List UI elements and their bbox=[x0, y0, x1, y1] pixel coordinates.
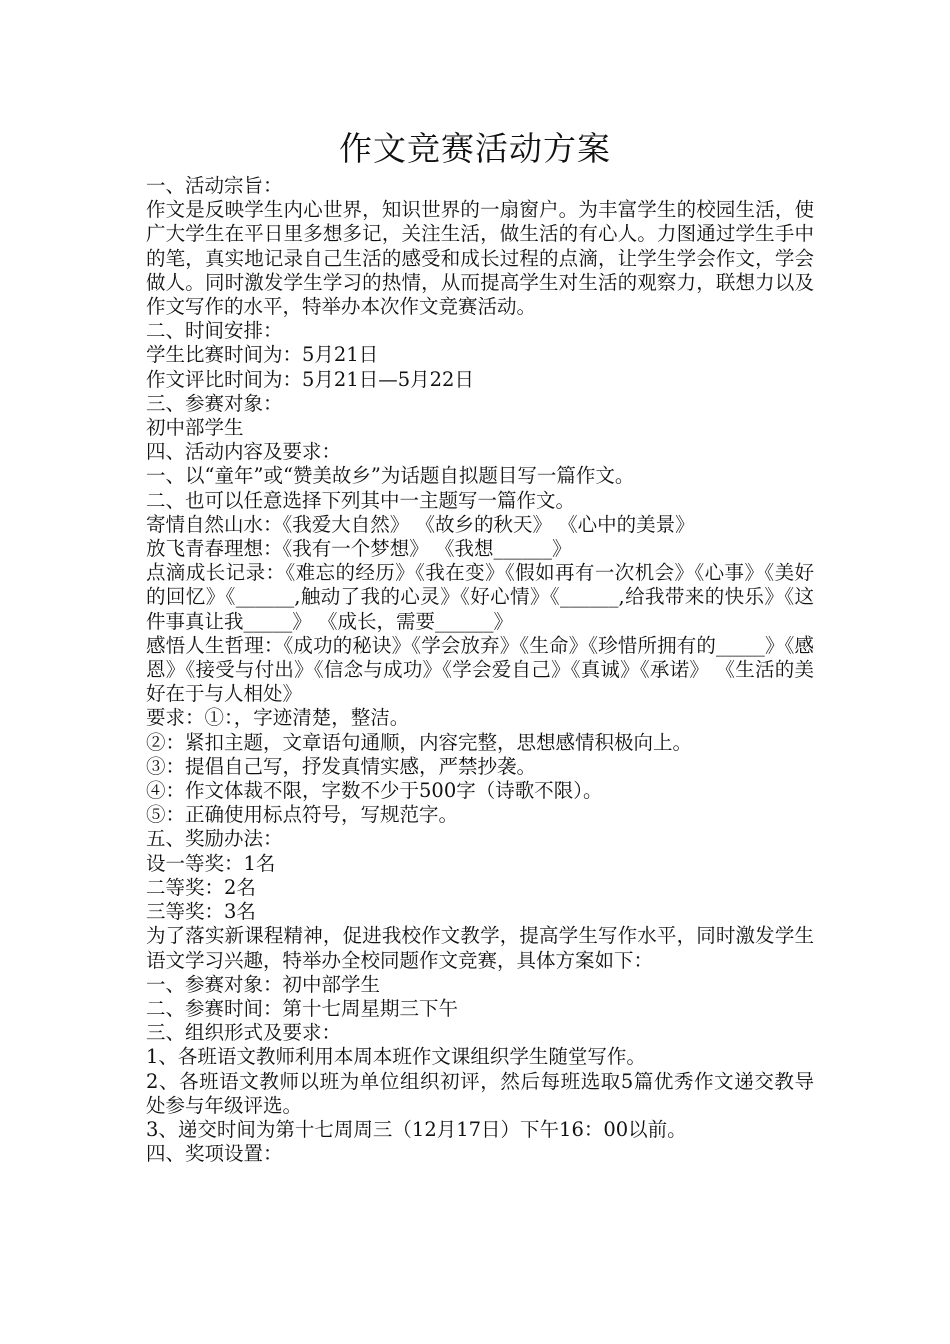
text-line: 一、以“童年”或“赞美故乡”为话题自拟题目写一篇作文。 bbox=[146, 464, 635, 488]
text-line: 三等奖：3名 bbox=[146, 900, 256, 924]
section-heading-prizes: 四、奖项设置： bbox=[146, 1142, 283, 1166]
text-line: 一、参赛对象：初中部学生 bbox=[146, 972, 381, 996]
requirement-line: 要求：①：，字迹清楚，整洁。 bbox=[146, 706, 410, 730]
topic-line: 点滴成长记录：《难忘的经历》《我在变》《假如再有一次机会》《心事》《美好的回忆》《______,触动了我的心灵》《好心情》《______,给我带来的快乐》《这件事真让我_____》 《成长，需要______》 bbox=[146, 561, 814, 633]
section-heading-purpose: 一、活动宗旨： bbox=[146, 174, 283, 197]
text-line: 二、参赛时间：第十七周星期三下午 bbox=[146, 996, 459, 1020]
paragraph-purpose: 作文是反映学生内心世界，知识世界的一扇窗户。为丰富学生的校园生活，使广大学生在平日里多想多记，关注生活，做生活的有心人。力图通过学生手中的笔，真实地记录自己生活的感受和成长过程的点滴，让学生学会作文，学会做人。同时激发学生学习的热情，从而提高学生对生活的观察力，联想力以及作文写作的水平，特举办本次作文竞赛活动。 bbox=[146, 198, 814, 319]
section-heading-content: 四、活动内容及要求： bbox=[146, 440, 342, 464]
text-line: 1、各班语文教师利用本周本班作文课组织学生随堂写作。 bbox=[146, 1045, 646, 1069]
section-heading-participants: 三、参赛对象： bbox=[146, 391, 283, 415]
section-heading-schedule: 二、时间安排： bbox=[146, 319, 283, 343]
section-heading-organization: 三、组织形式及要求： bbox=[146, 1021, 342, 1045]
text-line: 2、各班语文教师以班为单位组织初评，然后每班选取5篇优秀作文递交教导处参与年级评选。 bbox=[146, 1069, 814, 1117]
requirement-line: ④：作文体裁不限，字数不少于500字（诗歌不限）。 bbox=[146, 779, 603, 803]
section-heading-awards: 五、奖励办法： bbox=[146, 827, 283, 851]
paragraph-intro: 为了落实新课程精神，促进我校作文教学，提高学生写作水平，同时激发学生语文学习兴趣，特举办全校同题作文竞赛，具体方案如下： bbox=[146, 924, 814, 972]
text-line: 设一等奖：1名 bbox=[146, 851, 276, 875]
text-line: 二、也可以任意选择下列其中一主题写一篇作文。 bbox=[146, 488, 576, 512]
text-line: 初中部学生 bbox=[146, 416, 244, 440]
topic-line: 放飞青春理想：《我有一个梦想》 《我想______》 bbox=[146, 537, 572, 561]
requirement-line: ③：提倡自己写，抒发真情实感，严禁抄袭。 bbox=[146, 754, 537, 778]
requirement-line: ②：紧扣主题，文章语句通顺，内容完整，思想感情积极向上。 bbox=[146, 730, 693, 754]
topic-line: 感悟人生哲理：《成功的秘诀》《学会放弃》《生命》《珍惜所拥有的_____》《感恩》《接受与付出》《信念与成功》《学会爱自己》《真诚》《承诺》 《生活的美好在于与人相处》 bbox=[146, 633, 814, 706]
text-line: 作文评比时间为：5月21日—5月22日 bbox=[146, 367, 474, 391]
text-line: 3、递交时间为第十七周周三（12月17日）下午16：00以前。 bbox=[146, 1117, 687, 1141]
text-line: 学生比赛时间为：5月21日 bbox=[146, 343, 379, 367]
topic-line: 寄情自然山水：《我爱大自然》 《故乡的秋天》 《心中的美景》 bbox=[146, 512, 695, 536]
text-line: 二等奖：2名 bbox=[146, 875, 256, 899]
document-title: 作文竞赛活动方案 bbox=[339, 129, 611, 168]
document-body bbox=[146, 174, 814, 1166]
requirement-line: ⑤：正确使用标点符号，写规范字。 bbox=[146, 803, 459, 827]
